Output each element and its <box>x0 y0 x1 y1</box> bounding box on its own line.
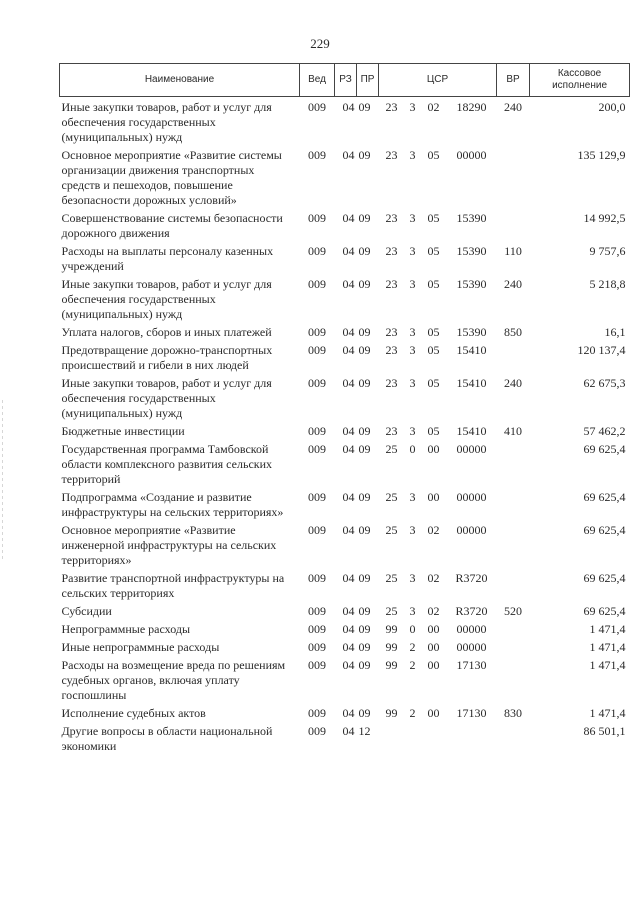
cell-c3: 05 <box>427 343 440 357</box>
cell-vr <box>497 568 530 601</box>
budget-table <box>59 63 630 754</box>
table-row <box>60 340 630 373</box>
cell-c3: 02 <box>427 523 440 537</box>
cell-pr: 09 <box>358 490 371 504</box>
cell-c2: 3 <box>409 490 416 504</box>
cell-amount: 5 218,8 <box>589 277 626 291</box>
table-row <box>60 637 630 655</box>
cell-amount: 120 137,4 <box>577 343 626 357</box>
cell-c1: 23 <box>385 325 398 339</box>
cell-c4: R3720 <box>455 571 488 585</box>
cell-vr <box>497 721 530 754</box>
cell-c2: 3 <box>409 424 416 438</box>
cell-c2: 3 <box>409 211 416 225</box>
cell-c1: 23 <box>385 277 398 291</box>
cell-name: Субсидии <box>61 604 112 618</box>
cell-vr: 850 <box>504 325 523 339</box>
cell-c2: 3 <box>409 571 416 585</box>
cell-vr: 410 <box>504 424 523 438</box>
cell-c1: 25 <box>385 604 398 618</box>
cell-name: Исполнение судебных актов <box>61 706 206 720</box>
table-row <box>60 520 630 568</box>
cell-rz: 04 <box>342 604 355 618</box>
cell-ved: 009 <box>308 571 326 585</box>
table-row <box>60 145 630 208</box>
cell-amount: 69 625,4 <box>583 490 626 504</box>
cell-vr <box>497 208 530 241</box>
cell-c4: 00000 <box>456 640 487 654</box>
cell-rz: 04 <box>342 100 355 114</box>
scan-margin-mark <box>2 400 3 560</box>
cell-c1: 23 <box>385 244 398 258</box>
cell-c3: 05 <box>427 277 440 291</box>
cell-ved: 009 <box>308 376 326 390</box>
cell-rz: 04 <box>342 424 355 438</box>
cell-vr <box>497 520 530 568</box>
table-row <box>60 274 630 322</box>
header-csr: ЦСР <box>379 64 497 97</box>
cell-pr: 09 <box>358 622 371 636</box>
table-header-row <box>60 64 630 97</box>
cell-pr: 09 <box>358 424 371 438</box>
cell-c1: 23 <box>385 343 398 357</box>
cell-vr: 830 <box>504 706 523 720</box>
cell-name: Подпрограмма «Создание и развитие инфраструктуры на сельских территориях» <box>61 490 284 519</box>
table-row <box>60 655 630 703</box>
cell-rz: 04 <box>342 640 355 654</box>
cell-rz: 04 <box>342 343 355 357</box>
cell-vr: 240 <box>504 376 523 390</box>
table-row <box>60 208 630 241</box>
cell-rz: 04 <box>342 325 355 339</box>
cell-rz: 04 <box>342 523 355 537</box>
cell-amount: 86 501,1 <box>583 724 626 738</box>
cell-name: Государственная программа Тамбовской области комплексного развития сельских территорий <box>61 442 273 486</box>
cell-c3: 00 <box>427 442 440 456</box>
cell-c3: 00 <box>427 658 440 672</box>
table-row <box>60 721 630 754</box>
cell-rz: 04 <box>342 706 355 720</box>
cell-name: Непрограммные расходы <box>61 622 191 636</box>
header-name: Наименование <box>60 64 300 97</box>
table-row <box>60 703 630 721</box>
cell-vr <box>497 619 530 637</box>
cell-c4: 00000 <box>456 622 487 636</box>
cell-c1: 25 <box>385 490 398 504</box>
cell-name: Расходы на возмещение вреда по решениям судебных органов, включая уплату госпошлины <box>61 658 286 702</box>
cell-ved: 009 <box>308 424 326 438</box>
cell-c4: 17130 <box>456 658 487 672</box>
cell-pr: 09 <box>358 277 371 291</box>
cell-c4: 15410 <box>456 424 487 438</box>
table-row <box>60 568 630 601</box>
cell-ved: 009 <box>308 277 326 291</box>
header-pr: ПР <box>357 64 379 97</box>
cell-c2: 3 <box>409 100 416 114</box>
cell-vr <box>497 655 530 703</box>
page-number: 229 <box>310 36 330 51</box>
cell-c3: 00 <box>427 622 440 636</box>
cell-c1: 23 <box>385 148 398 162</box>
cell-rz: 04 <box>342 622 355 636</box>
cell-c2: 2 <box>409 706 416 720</box>
cell-rz: 04 <box>342 211 355 225</box>
cell-c4: 17130 <box>456 706 487 720</box>
cell-amount: 1 471,4 <box>589 622 626 636</box>
budget-table-container <box>59 63 629 754</box>
cell-ved: 009 <box>308 148 326 162</box>
cell-ved: 009 <box>308 640 326 654</box>
cell-rz: 04 <box>342 277 355 291</box>
cell-vr <box>497 340 530 373</box>
cell-c2: 3 <box>409 604 416 618</box>
cell-name: Расходы на выплаты персоналу казенных учреждений <box>61 244 274 273</box>
cell-rz: 04 <box>342 724 355 738</box>
cell-rz: 04 <box>342 148 355 162</box>
cell-rz: 04 <box>342 658 355 672</box>
cell-amount: 69 625,4 <box>583 442 626 456</box>
cell-rz: 04 <box>342 571 355 585</box>
cell-rz: 04 <box>342 244 355 258</box>
cell-c1: 23 <box>385 211 398 225</box>
cell-c4: 18290 <box>456 100 487 114</box>
cell-amount: 1 471,4 <box>589 658 626 672</box>
cell-c1: 25 <box>385 571 398 585</box>
cell-amount: 9 757,6 <box>589 244 626 258</box>
cell-c1: 99 <box>385 622 398 636</box>
cell-c3: 00 <box>427 640 440 654</box>
table-row <box>60 373 630 421</box>
cell-c4: 15410 <box>456 343 487 357</box>
cell-c4: R3720 <box>455 604 488 618</box>
cell-amount: 69 625,4 <box>583 604 626 618</box>
cell-ved: 009 <box>308 325 326 339</box>
cell-pr: 09 <box>358 706 371 720</box>
cell-c3: 05 <box>427 148 440 162</box>
cell-c3: 05 <box>427 211 440 225</box>
cell-c2: 3 <box>409 376 416 390</box>
cell-ved: 009 <box>308 706 326 720</box>
cell-c1: 23 <box>385 424 398 438</box>
cell-c4: 00000 <box>456 442 487 456</box>
cell-vr <box>497 439 530 487</box>
table-row <box>60 601 630 619</box>
table-row <box>60 322 630 340</box>
cell-c4: 00000 <box>456 148 487 162</box>
cell-ved: 009 <box>308 244 326 258</box>
cell-name: Совершенствование системы безопасности дорожного движения <box>61 211 283 240</box>
cell-name: Иные непрограммные расходы <box>61 640 220 654</box>
cell-c2: 3 <box>409 523 416 537</box>
cell-amount: 69 625,4 <box>583 523 626 537</box>
cell-pr: 09 <box>358 343 371 357</box>
cell-c2: 3 <box>409 277 416 291</box>
cell-amount: 200,0 <box>598 100 626 114</box>
cell-ved: 009 <box>308 604 326 618</box>
cell-c1: 25 <box>385 442 398 456</box>
cell-ved: 009 <box>308 622 326 636</box>
cell-c1 <box>379 721 405 754</box>
cell-pr: 09 <box>358 523 371 537</box>
cell-c3: 05 <box>427 376 440 390</box>
cell-pr: 09 <box>358 604 371 618</box>
cell-c1: 99 <box>385 640 398 654</box>
cell-vr: 520 <box>504 604 523 618</box>
cell-name: Иные закупки товаров, работ и услуг для обеспечения государственных (муниципальных) нужд <box>61 100 272 144</box>
cell-amount: 1 471,4 <box>589 706 626 720</box>
cell-amount: 57 462,2 <box>583 424 626 438</box>
cell-vr: 110 <box>504 244 522 258</box>
cell-c2: 0 <box>409 622 416 636</box>
header-vr: ВР <box>497 64 530 97</box>
cell-c2 <box>405 721 421 754</box>
cell-c3: 05 <box>427 325 440 339</box>
cell-name: Развитие транспортной инфраструктуры на сельских территориях <box>61 571 285 600</box>
table-body <box>60 97 630 755</box>
cell-pr: 09 <box>358 658 371 672</box>
cell-ved: 009 <box>308 523 326 537</box>
cell-name: Основное мероприятие «Развитие системы организации движения транспортных средств и пешеходов, повышение безопасности дорожных условий» <box>61 148 282 207</box>
cell-pr: 09 <box>358 442 371 456</box>
cell-c1: 99 <box>385 658 398 672</box>
table-row <box>60 241 630 274</box>
cell-c1: 23 <box>385 100 398 114</box>
cell-pr: 09 <box>358 325 371 339</box>
cell-c3: 05 <box>427 244 440 258</box>
cell-c4 <box>447 721 497 754</box>
cell-c4: 15390 <box>456 211 487 225</box>
cell-c2: 2 <box>409 640 416 654</box>
cell-name: Другие вопросы в области национальной экономики <box>61 724 273 753</box>
cell-rz: 04 <box>342 376 355 390</box>
cell-ved: 009 <box>308 658 326 672</box>
cell-ved: 009 <box>308 343 326 357</box>
cell-c1: 99 <box>385 706 398 720</box>
cell-pr: 09 <box>358 640 371 654</box>
table-row <box>60 487 630 520</box>
cell-amount: 1 471,4 <box>589 640 626 654</box>
cell-c1: 23 <box>385 376 398 390</box>
cell-name: Предотвращение дорожно-транспортных происшествий и гибели в них людей <box>61 343 273 372</box>
cell-vr <box>497 145 530 208</box>
header-rz: РЗ <box>335 64 357 97</box>
cell-c3: 02 <box>427 571 440 585</box>
table-row <box>60 421 630 439</box>
cell-pr: 09 <box>358 376 371 390</box>
cell-c3: 02 <box>427 100 440 114</box>
cell-pr: 09 <box>358 244 371 258</box>
cell-pr: 12 <box>358 724 371 738</box>
cell-c2: 0 <box>409 442 416 456</box>
cell-name: Уплата налогов, сборов и иных платежей <box>61 325 272 339</box>
cell-c2: 3 <box>409 148 416 162</box>
cell-pr: 09 <box>358 148 371 162</box>
header-amount: Кассовое исполнение <box>530 64 630 97</box>
cell-c3: 05 <box>427 424 440 438</box>
cell-c1: 25 <box>385 523 398 537</box>
cell-c3: 00 <box>427 490 440 504</box>
cell-c3: 00 <box>427 706 440 720</box>
table-row <box>60 97 630 146</box>
cell-c2: 3 <box>409 325 416 339</box>
cell-name: Основное мероприятие «Развитие инженерной инфраструктуры на сельских территориях» <box>61 523 277 567</box>
cell-ved: 009 <box>308 211 326 225</box>
cell-ved: 009 <box>308 100 326 114</box>
cell-ved: 009 <box>308 490 326 504</box>
cell-rz: 04 <box>342 490 355 504</box>
cell-c4: 15390 <box>456 277 487 291</box>
cell-c3 <box>421 721 447 754</box>
cell-name: Иные закупки товаров, работ и услуг для обеспечения государственных (муниципальных) нужд <box>61 277 272 321</box>
cell-amount: 69 625,4 <box>583 571 626 585</box>
cell-amount: 135 129,9 <box>577 148 626 162</box>
cell-amount: 14 992,5 <box>583 211 626 225</box>
cell-c2: 2 <box>409 658 416 672</box>
cell-ved: 009 <box>308 724 326 738</box>
cell-c3: 02 <box>427 604 440 618</box>
cell-c4: 15410 <box>456 376 487 390</box>
cell-pr: 09 <box>358 211 371 225</box>
cell-amount: 16,1 <box>604 325 626 339</box>
cell-vr <box>497 487 530 520</box>
cell-c2: 3 <box>409 343 416 357</box>
cell-vr: 240 <box>504 277 523 291</box>
cell-amount: 62 675,3 <box>583 376 626 390</box>
cell-name: Бюджетные инвестиции <box>61 424 185 438</box>
table-row <box>60 439 630 487</box>
cell-c4: 00000 <box>456 490 487 504</box>
cell-c4: 15390 <box>456 325 487 339</box>
cell-c2: 3 <box>409 244 416 258</box>
cell-vr <box>497 637 530 655</box>
header-ved: Вед <box>300 64 335 97</box>
cell-rz: 04 <box>342 442 355 456</box>
cell-name: Иные закупки товаров, работ и услуг для обеспечения государственных (муниципальных) нужд <box>61 376 272 420</box>
cell-ved: 009 <box>308 442 326 456</box>
cell-pr: 09 <box>358 100 371 114</box>
cell-pr: 09 <box>358 571 371 585</box>
table-row <box>60 619 630 637</box>
cell-vr: 240 <box>504 100 523 114</box>
cell-c4: 15390 <box>456 244 487 258</box>
cell-c4: 00000 <box>456 523 487 537</box>
